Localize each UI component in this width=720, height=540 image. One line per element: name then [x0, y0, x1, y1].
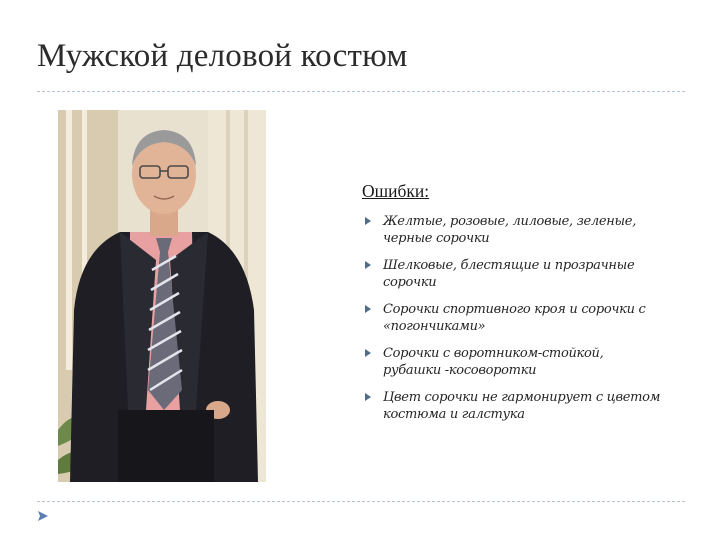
list-item-text: Цвет сорочки не гармонирует с цветом костюма и галстука — [383, 390, 661, 422]
list-item — [364, 389, 664, 423]
triangle-bullet-icon — [365, 305, 371, 313]
list-item — [364, 345, 664, 379]
list-item — [364, 257, 664, 291]
list-item — [364, 213, 664, 247]
title-divider — [37, 91, 685, 92]
triangle-bullet-icon — [365, 393, 371, 401]
list-item — [364, 301, 664, 335]
slide-title: Мужской деловой костюм — [37, 38, 408, 74]
footer-divider — [37, 501, 685, 502]
triangle-bullet-icon — [365, 349, 371, 357]
man-in-suit-photo — [58, 110, 266, 482]
list-item-text: Шелковые, блестящие и прозрачные сорочки — [383, 258, 635, 290]
slide-nav-arrow-icon[interactable] — [36, 509, 50, 523]
errors-list — [364, 213, 664, 433]
errors-heading: Ошибки: — [362, 181, 430, 201]
list-item-text: Сорочки спортивного кроя и сорочки с «погончиками» — [383, 302, 646, 334]
list-item-text: Сорочки с воротником-стойкой, рубашки -косоворотки — [383, 346, 604, 378]
triangle-bullet-icon — [365, 261, 371, 269]
list-item-text: Желтые, розовые, лиловые, зеленые, черные сорочки — [383, 214, 637, 246]
triangle-bullet-icon — [365, 217, 371, 225]
